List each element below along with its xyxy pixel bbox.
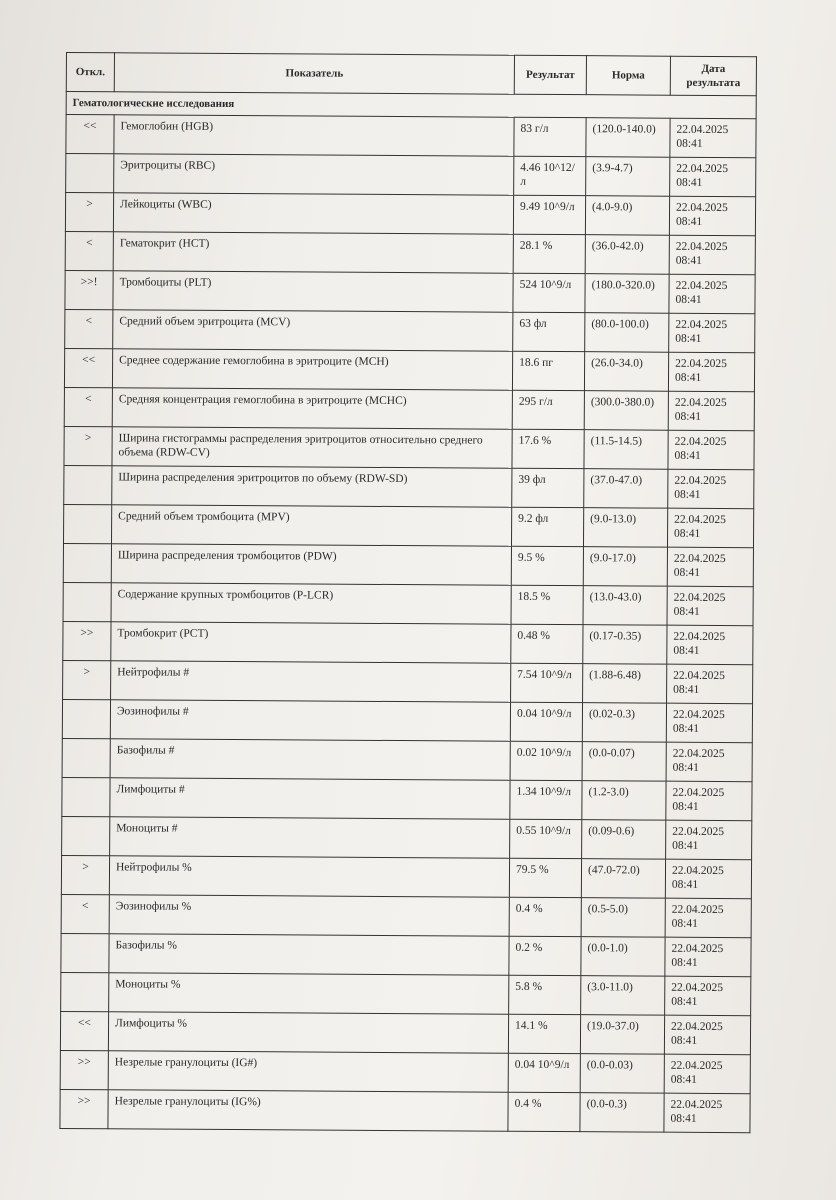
result-date: 22.04.2025 xyxy=(675,279,728,293)
result-time: 08:41 xyxy=(675,332,702,345)
result-date: 22.04.2025 xyxy=(676,162,729,176)
result-datetime xyxy=(670,118,756,158)
result-time: 08:41 xyxy=(671,917,698,930)
result-date: 22.04.2025 xyxy=(673,552,726,566)
norm-range: (13.0-43.0) xyxy=(583,586,667,626)
result-date: 22.04.2025 xyxy=(672,825,725,839)
indicator-name: Ширина распределения тромбоцитов (PDW) xyxy=(111,544,511,585)
norm-range: (3.0-11.0) xyxy=(581,976,665,1016)
result-datetime xyxy=(666,781,752,821)
result-value: 0.04 10^9/л xyxy=(508,1053,580,1092)
result-datetime xyxy=(664,1054,750,1094)
result-date: 22.04.2025 xyxy=(676,123,729,137)
result-datetime xyxy=(667,547,753,587)
indicator-name: Лимфоциты # xyxy=(110,778,510,819)
header-date: Дата результата xyxy=(670,56,756,96)
result-date: 22.04.2025 xyxy=(671,903,724,917)
table-row xyxy=(64,426,754,469)
indicator-name: Ширина гистограммы распределения эритроцитов относительно среднего объема (RDW-CV) xyxy=(112,427,512,468)
deviation-flag xyxy=(63,543,111,582)
norm-range: (0.0-0.07) xyxy=(582,742,666,782)
result-date: 22.04.2025 xyxy=(674,513,726,527)
deviation-flag: << xyxy=(64,348,112,387)
result-date: 22.04.2025 xyxy=(672,786,725,800)
result-time: 08:41 xyxy=(670,1073,697,1086)
result-time: 08:41 xyxy=(673,605,700,618)
table-row xyxy=(60,1011,750,1054)
indicator-name: Средняя концентрация гемоглобина в эритроците (MCHC) xyxy=(112,388,512,429)
norm-range: (120.0-140.0) xyxy=(586,118,670,158)
lab-results-table xyxy=(59,52,757,1133)
result-datetime xyxy=(669,274,755,314)
indicator-name: Незрелые гранулоциты (IG#) xyxy=(108,1051,508,1092)
result-datetime xyxy=(668,391,754,431)
result-time: 08:41 xyxy=(671,956,698,969)
result-value: 0.55 10^9/л xyxy=(510,819,582,858)
norm-range: (9.0-13.0) xyxy=(583,508,667,548)
result-date: 22.04.2025 xyxy=(671,864,724,878)
result-datetime xyxy=(667,664,753,704)
deviation-flag: << xyxy=(60,1011,108,1050)
result-date: 22.04.2025 xyxy=(672,747,725,761)
result-datetime xyxy=(668,352,754,392)
result-value: 83 г/л xyxy=(514,117,586,156)
result-datetime xyxy=(665,859,751,899)
norm-range: (4.0-9.0) xyxy=(585,196,669,236)
result-value: 9.49 10^9/л xyxy=(513,195,585,234)
indicator-name: Содержание крупных тромбоцитов (P-LCR) xyxy=(111,583,511,624)
deviation-flag xyxy=(61,972,109,1011)
indicator-name: Эритроциты (RBC) xyxy=(114,154,514,195)
indicator-name: Моноциты % xyxy=(109,973,509,1014)
norm-range: (19.0-37.0) xyxy=(580,1015,664,1055)
indicator-name: Лейкоциты (WBC) xyxy=(113,193,513,234)
table-header-row xyxy=(66,53,756,96)
deviation-flag: < xyxy=(64,387,112,426)
norm-range: (0.5-5.0) xyxy=(581,898,665,938)
table-row xyxy=(63,621,753,664)
result-datetime xyxy=(669,196,755,236)
deviation-flag: < xyxy=(65,231,113,270)
indicator-name: Средний объем тромбоцита (MPV) xyxy=(111,505,511,546)
result-date: 22.04.2025 xyxy=(673,669,725,683)
result-datetime xyxy=(665,976,751,1016)
indicator-name: Средний объем эритроцита (MCV) xyxy=(113,310,513,351)
deviation-flag xyxy=(62,777,110,816)
norm-range: (0.0-1.0) xyxy=(581,937,665,977)
deviation-flag xyxy=(62,738,110,777)
result-time: 08:41 xyxy=(676,176,703,189)
result-value: 18.6 пг xyxy=(512,351,584,390)
table-row xyxy=(63,543,753,586)
indicator-name: Тромбокрит (PCT) xyxy=(111,622,511,663)
result-time: 08:41 xyxy=(675,215,703,228)
result-time: 08:41 xyxy=(670,1112,697,1125)
result-date: 22.04.2025 xyxy=(671,1020,723,1034)
norm-range: (1.2-3.0) xyxy=(582,781,666,821)
result-date: 22.04.2025 xyxy=(674,435,727,449)
result-date: 22.04.2025 xyxy=(675,357,727,371)
norm-range: (1.88-6.48) xyxy=(583,664,667,704)
result-datetime xyxy=(666,820,752,860)
norm-range: (9.0-17.0) xyxy=(583,547,667,587)
deviation-flag xyxy=(63,582,111,621)
table-row xyxy=(61,855,751,898)
result-time: 08:41 xyxy=(673,566,701,579)
deviation-flag: > xyxy=(63,660,111,699)
result-value: 4.46 10^12/л xyxy=(514,156,586,195)
result-date: 22.04.2025 xyxy=(672,708,725,722)
table-row xyxy=(62,738,752,781)
deviation-flag xyxy=(66,154,114,193)
table-row xyxy=(62,816,752,859)
result-datetime xyxy=(664,1093,750,1133)
deviation-flag: > xyxy=(61,855,109,894)
result-datetime xyxy=(668,469,754,509)
deviation-flag xyxy=(61,933,109,972)
result-value: 63 фл xyxy=(513,312,585,351)
result-value: 39 фл xyxy=(512,468,584,507)
table-row xyxy=(62,777,752,820)
result-date: 22.04.2025 xyxy=(673,630,726,644)
result-value: 295 г/л xyxy=(512,390,584,429)
indicator-name: Эозинофилы % xyxy=(109,895,509,936)
result-datetime xyxy=(666,703,752,743)
table-row xyxy=(63,504,753,547)
norm-range: (47.0-72.0) xyxy=(581,859,665,899)
norm-range: (180.0-320.0) xyxy=(585,274,669,314)
norm-range: (26.0-34.0) xyxy=(584,352,668,392)
header-indicator: Показатель xyxy=(114,53,514,94)
table-row xyxy=(64,348,754,391)
table-row xyxy=(63,582,753,625)
indicator-name: Базофилы % xyxy=(109,934,509,975)
result-date: 22.04.2025 xyxy=(676,201,728,215)
result-time: 08:41 xyxy=(673,683,700,696)
table-row xyxy=(60,1050,750,1093)
result-value: 1.34 10^9/л xyxy=(510,780,582,819)
table-row xyxy=(61,894,751,937)
result-value: 524 10^9/л xyxy=(513,273,585,312)
table-row xyxy=(63,660,753,703)
result-date: 22.04.2025 xyxy=(670,1059,723,1073)
header-result: Результат xyxy=(514,55,586,94)
result-datetime xyxy=(669,235,755,275)
deviation-flag: >>! xyxy=(65,270,113,309)
result-value: 5.8 % xyxy=(509,975,581,1014)
result-value: 0.48 % xyxy=(511,624,583,663)
result-time: 08:41 xyxy=(670,1034,698,1047)
deviation-flag: >> xyxy=(60,1089,108,1128)
table-row xyxy=(66,154,756,197)
norm-range: (3.9-4.7) xyxy=(586,157,670,197)
result-value: 0.4 % xyxy=(508,1092,580,1131)
result-date: 22.04.2025 xyxy=(670,1098,723,1112)
table-row xyxy=(65,193,755,236)
norm-range: (300.0-380.0) xyxy=(584,391,668,431)
result-time: 08:41 xyxy=(675,254,702,267)
result-date: 22.04.2025 xyxy=(671,981,724,995)
deviation-flag: << xyxy=(66,115,114,154)
result-value: 0.2 % xyxy=(509,936,581,975)
result-value: 0.04 10^9/л xyxy=(510,702,582,741)
result-datetime xyxy=(669,313,755,353)
header-norm: Норма xyxy=(586,56,670,96)
result-value: 0.4 % xyxy=(509,897,581,936)
result-value: 9.5 % xyxy=(511,546,583,585)
result-datetime xyxy=(664,1015,750,1055)
result-time: 08:41 xyxy=(672,800,699,813)
indicator-name: Моноциты # xyxy=(110,817,510,858)
norm-range: (0.0-0.3) xyxy=(580,1093,664,1133)
result-value: 79.5 % xyxy=(509,858,581,897)
result-time: 08:41 xyxy=(671,995,698,1008)
indicator-name: Базофилы # xyxy=(110,739,510,780)
result-datetime xyxy=(667,586,753,626)
result-time: 08:41 xyxy=(676,137,703,150)
result-datetime xyxy=(666,742,752,782)
result-time: 08:41 xyxy=(674,371,702,384)
deviation-flag: < xyxy=(65,309,113,348)
table-row xyxy=(65,231,755,274)
deviation-flag xyxy=(63,504,111,543)
result-date: 22.04.2025 xyxy=(673,591,726,605)
table-row xyxy=(62,699,752,742)
table-row xyxy=(64,387,754,430)
norm-range: (11.5-14.5) xyxy=(584,430,668,470)
result-date: 22.04.2025 xyxy=(675,240,728,254)
result-datetime xyxy=(668,430,754,470)
result-time: 08:41 xyxy=(673,644,700,657)
table-row xyxy=(64,465,754,508)
result-datetime xyxy=(665,898,751,938)
result-datetime xyxy=(670,157,756,197)
norm-range: (0.17-0.35) xyxy=(583,625,667,665)
indicator-name: Незрелые гранулоциты (IG%) xyxy=(108,1090,508,1131)
result-datetime xyxy=(665,937,751,977)
deviation-flag: > xyxy=(64,426,112,465)
result-date: 22.04.2025 xyxy=(671,942,724,956)
result-value: 17.6 % xyxy=(512,429,584,468)
indicator-name: Нейтрофилы # xyxy=(111,661,511,702)
result-value: 9.2 фл xyxy=(511,507,583,546)
deviation-flag: > xyxy=(65,193,113,232)
deviation-flag xyxy=(62,699,110,738)
result-value: 28.1 % xyxy=(513,234,585,273)
norm-range: (0.0-0.03) xyxy=(580,1054,664,1094)
indicator-name: Нейтрофилы % xyxy=(109,856,509,897)
section-title: Гематологические исследования xyxy=(66,92,756,119)
result-value: 0.02 10^9/л xyxy=(510,741,582,780)
header-deviation: Откл. xyxy=(66,53,114,92)
table-row xyxy=(65,270,755,313)
deviation-flag: >> xyxy=(60,1050,108,1089)
result-time: 08:41 xyxy=(674,410,702,423)
result-time: 08:41 xyxy=(672,722,700,735)
deviation-flag: >> xyxy=(63,621,111,660)
table-row xyxy=(60,1089,750,1132)
result-date: 22.04.2025 xyxy=(675,318,728,332)
result-date: 22.04.2025 xyxy=(674,396,727,410)
result-datetime xyxy=(667,625,753,665)
indicator-name: Гемоглобин (HGB) xyxy=(114,115,514,156)
norm-range: (37.0-47.0) xyxy=(584,469,668,509)
result-time: 08:41 xyxy=(675,293,702,306)
norm-range: (0.02-0.3) xyxy=(582,703,666,743)
norm-range: (36.0-42.0) xyxy=(585,235,669,275)
result-time: 08:41 xyxy=(674,449,701,462)
norm-range: (0.09-0.6) xyxy=(582,820,666,860)
indicator-name: Лимфоциты % xyxy=(108,1012,508,1053)
table-row xyxy=(65,309,755,352)
result-date: 22.04.2025 xyxy=(674,474,727,488)
result-value: 14.1 % xyxy=(508,1014,580,1053)
result-value: 18.5 % xyxy=(511,585,583,624)
deviation-flag xyxy=(64,465,112,504)
indicator-name: Ширина распределения эритроцитов по объему (RDW-SD) xyxy=(112,466,512,507)
result-time: 08:41 xyxy=(672,839,699,852)
deviation-flag: < xyxy=(61,894,109,933)
result-time: 08:41 xyxy=(674,488,701,501)
deviation-flag xyxy=(62,816,110,855)
indicator-name: Гематокрит (HCT) xyxy=(113,232,513,273)
result-time: 08:41 xyxy=(671,878,699,891)
result-time: 08:41 xyxy=(674,527,701,540)
table-row xyxy=(61,933,751,976)
indicator-name: Среднее содержание гемоглобина в эритроците (MCH) xyxy=(112,349,512,390)
result-time: 08:41 xyxy=(672,761,699,774)
norm-range: (80.0-100.0) xyxy=(585,313,669,353)
result-datetime xyxy=(667,508,753,548)
table-row xyxy=(66,115,756,158)
indicator-name: Эозинофилы # xyxy=(110,700,510,741)
result-value: 7.54 10^9/л xyxy=(511,663,583,702)
indicator-name: Тромбоциты (PLT) xyxy=(113,271,513,312)
table-row xyxy=(61,972,751,1015)
